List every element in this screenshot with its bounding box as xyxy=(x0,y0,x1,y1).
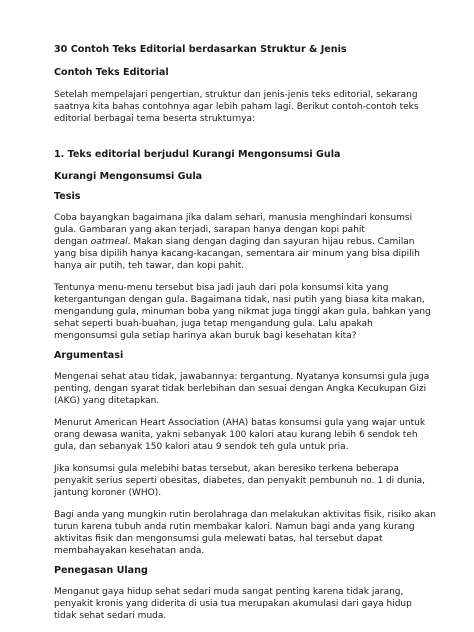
argumentasi-heading: Argumentasi xyxy=(54,350,124,361)
tesis-paragraph-2 xyxy=(54,282,430,342)
article-title: Kurangi Mengonsumsi Gula xyxy=(54,171,203,182)
document-subtitle: Contoh Teks Editorial xyxy=(54,67,169,78)
text-line: penting, dengan syarat tidak berlebihan dan sesuai dengan Angka Kecukupan Gizi xyxy=(54,384,427,394)
text-line: Tentunya menu-menu tersebut bisa jadi jauh dari pola konsumsi kita yang xyxy=(54,283,389,293)
argumentasi-paragraph-4 xyxy=(54,509,436,557)
text-line: (AKG) yang ditetapkan. xyxy=(54,396,160,406)
text-line: Menurut American Heart Association (AHA) batas konsumsi gula yang wajar untuk xyxy=(54,418,426,428)
text-line: aktivitas fisik dan mengonsumsi gula melewati batas, hal tersebut dapat xyxy=(54,534,383,544)
argumentasi-paragraph-1 xyxy=(54,371,430,407)
text-line: mengonsumsi gula setiap harinya akan buruk bagi kesehatan kita? xyxy=(54,331,357,341)
penegasan-heading: Penegasan Ulang xyxy=(54,565,148,576)
text-line: Mengenai sehat atau tidak, jawabannya: tergantung. Nyatanya konsumsi gula juga xyxy=(54,372,430,382)
text-line xyxy=(54,236,430,248)
text-line: Coba bayangkan bagaimana jika dalam sehari, manusia menghindari konsumsi xyxy=(54,213,413,223)
text-line: penyakit serius seperti obesitas, diabetes, dan penyakit pembunuh no. 1 di dunia, xyxy=(54,476,426,486)
text-line: jantung koroner (WHO). xyxy=(54,488,162,498)
text-line: turun karena tubuh anda rutin membakar kalori. Namun bagi anda yang kurang xyxy=(54,522,415,532)
text-line: Bagi anda yang mungkin rutin berolahraga dan melakukan aktivitas fisik, risiko akan xyxy=(54,510,436,520)
text-line: gula. Gambaran yang akan terjadi, sarapan hanya dengan kopi pahit xyxy=(54,225,365,235)
text-line: mengandung gula, minuman boba yang nikmat juga tinggi akan gula, bahkan yang xyxy=(54,307,431,317)
document-body xyxy=(54,44,436,622)
text-line: Jika konsumsi gula melebihi batas tersebut, akan beresiko terkena beberapa xyxy=(54,464,399,474)
text-line: membahayakan kesehatan anda. xyxy=(54,546,205,556)
text-segment: dengan xyxy=(54,237,91,247)
text-line: hanya air putih, teh tawar, dan kopi pahit. xyxy=(54,261,245,271)
argumentasi-paragraph-3 xyxy=(54,463,430,499)
intro-paragraph xyxy=(54,89,430,125)
penegasan-paragraph-1 xyxy=(54,586,430,622)
text-line: editorial berbagai tema beserta strukturnya: xyxy=(54,114,256,124)
text-line: Menganut gaya hidup sehat sedari muda sangat penting karena tidak jarang, xyxy=(54,587,404,597)
text-line: ketergantungan dengan gula. Bagaimana tidak, nasi putih yang biasa kita makan, xyxy=(54,295,425,305)
tesis-heading: Tesis xyxy=(54,191,81,202)
text-line: sehat seperti buah-buahan, juga tetap mengandung gula. Lalu apakah xyxy=(54,319,373,329)
text-line: tidak sehat sedari muda. xyxy=(54,611,167,621)
text-segment: . Makan siang dengan daging dan sayuran hijau rebus. Camilan xyxy=(127,237,415,247)
document-title: 30 Contoh Teks Editorial berdasarkan Struktur & Jenis xyxy=(54,44,347,55)
argumentasi-paragraph-2 xyxy=(54,417,430,453)
text-line: orang dewasa wanita, yakni sebanyak 100 kalori atau kurang lebih 6 sendok teh xyxy=(54,430,418,440)
italic-term: oatmeal xyxy=(90,237,128,247)
text-line: gula, dan sebanyak 150 kalori atau 9 sendok teh gula untuk pria. xyxy=(54,442,349,452)
text-line: penyakit kronis yang diderita di usia tua merupakan akumulasi dari gaya hidup xyxy=(54,599,412,609)
tesis-paragraph-1 xyxy=(54,212,430,272)
text-line: yang bisa dipilih hanya kacang-kacangan, sementara air minum yang bisa dipilih xyxy=(54,249,420,259)
text-line: saatnya kita bahas contohnya agar lebih paham lagi. Berikut contoh-contoh teks xyxy=(54,102,419,112)
section-heading: 1. Teks editorial berjudul Kurangi Mengonsumsi Gula xyxy=(54,149,341,160)
text-line: Setelah mempelajari pengertian, struktur dan jenis-jenis teks editorial, sekarang xyxy=(54,90,418,100)
